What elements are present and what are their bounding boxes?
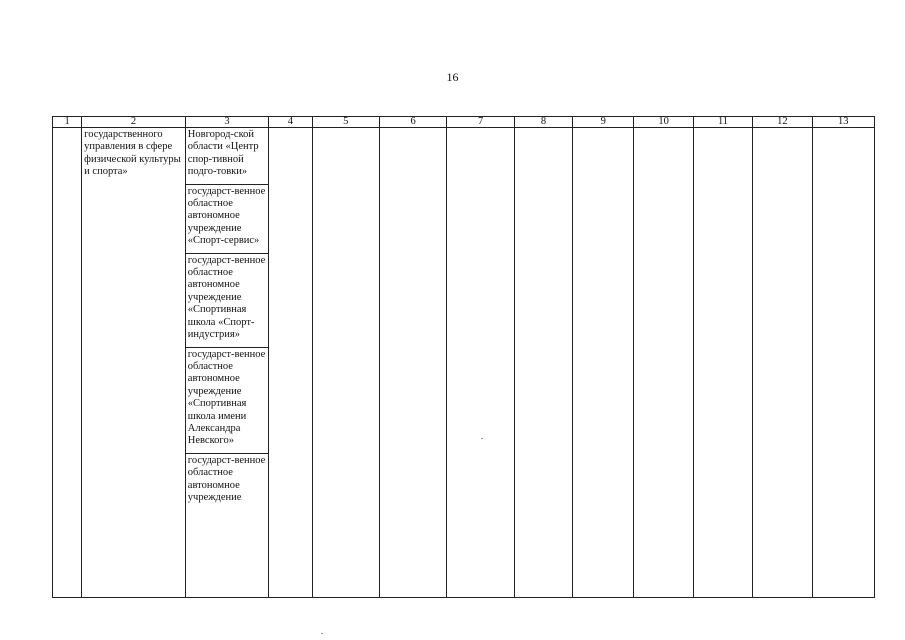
cell-col-2 bbox=[82, 128, 186, 598]
page-number: 16 bbox=[446, 70, 459, 84]
column-header-4: 4 bbox=[269, 117, 312, 128]
column-header-3: 3 bbox=[185, 117, 269, 128]
institution-entry: государст-венное областное автономное учреждение «Спортивная школа «Спорт-индустрия» bbox=[186, 254, 269, 348]
institution-entry: Новгород-ской области «Центр спор-тивной подго-товки» bbox=[186, 128, 269, 185]
cell-col-12 bbox=[753, 128, 812, 598]
column-header-6: 6 bbox=[379, 117, 446, 128]
column-header-9: 9 bbox=[573, 117, 634, 128]
cell-col-5 bbox=[312, 128, 379, 598]
column-header-2: 2 bbox=[82, 117, 186, 128]
column-header-1: 1 bbox=[53, 117, 82, 128]
cell-col-9 bbox=[573, 128, 634, 598]
column-header-7: 7 bbox=[447, 117, 514, 128]
cell-text: государственного управления в сфере физической культуры и спорта» bbox=[84, 129, 181, 178]
cell-col-6 bbox=[379, 128, 446, 598]
cell-col-1 bbox=[53, 128, 82, 598]
header-row bbox=[53, 117, 875, 128]
column-header-13: 13 bbox=[812, 117, 874, 128]
column-header-11: 11 bbox=[693, 117, 752, 128]
cell-col-8 bbox=[514, 128, 572, 598]
column-header-5: 5 bbox=[312, 117, 379, 128]
column-header-8: 8 bbox=[514, 117, 572, 128]
scan-artifact bbox=[481, 438, 483, 439]
cell-col-3 bbox=[185, 128, 269, 598]
cell-col-11 bbox=[693, 128, 752, 598]
institution-entry: государст-венное областное автономное учреждение «Спортивная школа имени Александра Невского» bbox=[186, 348, 269, 454]
column-header-12: 12 bbox=[753, 117, 812, 128]
cell-col-10 bbox=[634, 128, 693, 598]
cell-col-4 bbox=[269, 128, 312, 598]
institution-entry: государст-венное областное автономное учреждение bbox=[187, 454, 266, 503]
column-header-10: 10 bbox=[634, 117, 693, 128]
scan-artifact bbox=[321, 633, 323, 634]
cell-col-7 bbox=[447, 128, 514, 598]
table-row bbox=[53, 128, 875, 598]
cell-col-13 bbox=[812, 128, 874, 598]
data-table bbox=[52, 116, 875, 598]
institution-entry: государст-венное областное автономное учреждение «Спорт-сервис» bbox=[186, 185, 269, 254]
